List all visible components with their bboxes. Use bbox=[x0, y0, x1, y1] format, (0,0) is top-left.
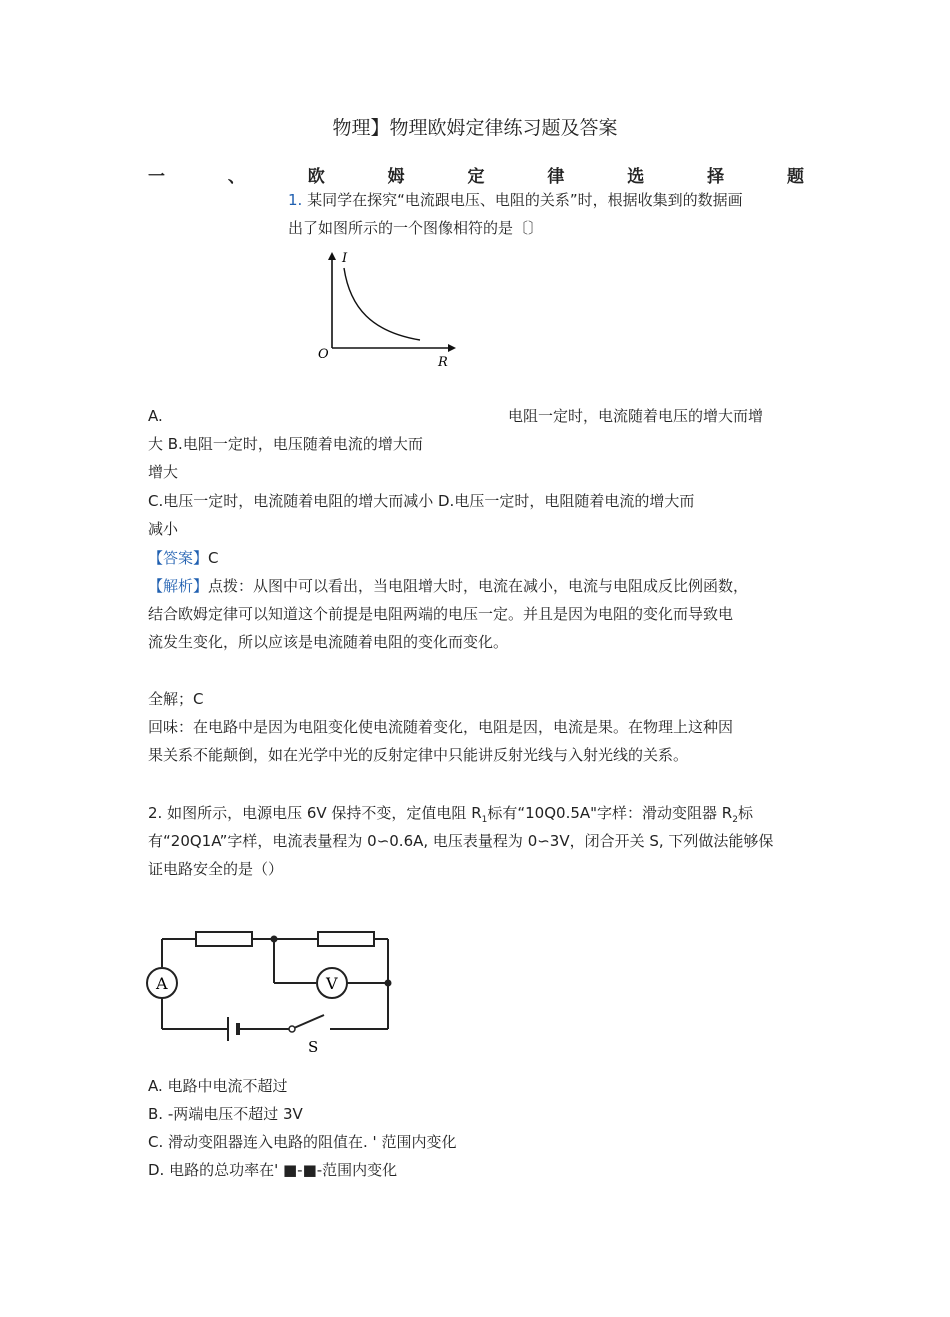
q2-stem-line2: 有“20Q1A”字样，电流表量程为 0∽0.6A, 电压表量程为 0∽3V，闭合开关 S, 下列做法能够保 bbox=[148, 832, 774, 850]
q2-option-b: B. -两端电压不超过 3V bbox=[148, 1105, 303, 1123]
q1-option-line: C.电压一定时，电流随着电阻的增大而减小 D.电压一定时，电阻随着电流的增大而 bbox=[148, 492, 695, 510]
y-axis-arrow bbox=[328, 252, 336, 260]
resistor-r1 bbox=[196, 932, 252, 946]
q1-analysis-line2: 结合欧姆定律可以知道这个前提是电阻两端的电压一定。并且是因为电阻的变化而导致电 bbox=[148, 605, 734, 623]
q1-review-line2: 果关系不能颠倒，如在光学中光的反射定律中只能讲反射光线与入射光线的关系。 bbox=[148, 746, 689, 764]
q1-inverse-graph bbox=[310, 248, 460, 372]
q2-option-c: C. 滑动变阻器连入电路的阻值在. ' 范围内变化 bbox=[148, 1133, 457, 1151]
junction-dot bbox=[271, 936, 278, 943]
section-char: 择 bbox=[707, 167, 725, 187]
origin-label: O bbox=[318, 347, 329, 362]
y-axis-label: I bbox=[342, 251, 348, 266]
q1-full-solution: 全解；C bbox=[148, 690, 204, 708]
analysis-tag: 【解析】 bbox=[148, 577, 209, 595]
q1-option-line: 大 B.电阻一定时，电压随着电流的增大而 bbox=[148, 435, 423, 453]
q1-option-line: 减小 bbox=[148, 520, 179, 538]
q1-number: 1. bbox=[288, 191, 303, 209]
resistor-r2 bbox=[318, 932, 374, 946]
q2-stem-line3: 证电路安全的是（） bbox=[148, 860, 284, 878]
q1-option-a-label: A. bbox=[148, 407, 163, 425]
q1-analysis-line3: 流发生变化，所以应该是电流随着电阻的变化而变化。 bbox=[148, 633, 509, 651]
section-char: 定 bbox=[467, 167, 485, 187]
q1-option-a-text: 电阻一定时，电流随着电压的增大而增 bbox=[508, 407, 764, 425]
junction-dot bbox=[385, 980, 392, 987]
switch-label: S bbox=[308, 1038, 319, 1055]
q2-circuit-diagram bbox=[140, 925, 400, 1055]
q1-analysis-line1: 【解析】点拨：从图中可以看出，当电阻增大时，电流在减小，电流与电阻成反比例函数， bbox=[148, 577, 749, 595]
page-title: 物理】物理欧姆定律练习题及答案 bbox=[332, 117, 618, 139]
answer-tag: 【答案】 bbox=[148, 549, 209, 567]
section-char: 欧 bbox=[307, 167, 325, 187]
switch-blade bbox=[294, 1015, 324, 1028]
switch-contact bbox=[289, 1026, 295, 1032]
section-char: 题 bbox=[787, 167, 804, 187]
q1-answer: 【答案】C bbox=[148, 549, 219, 567]
section-char: 、 bbox=[227, 167, 245, 187]
x-axis-arrow bbox=[448, 344, 456, 352]
section-char: 姆 bbox=[387, 167, 405, 187]
q2-stem-line1: 2. 如图所示，电源电压 6V 保持不变，定值电阻 $R_1$标有“10Q0.5A"字样：滑动变阻器 $R_2$标 bbox=[148, 804, 753, 825]
section-char: 律 bbox=[547, 167, 565, 187]
q1-stem-line1: 1. 某同学在探究“电流跟电压、电阻的关系”时，根据收集到的数据画 bbox=[288, 191, 743, 209]
q1-review-line1: 回味：在电路中是因为电阻变化使电流随着变化，电阻是因，电流是果。在物理上这种因 bbox=[148, 718, 734, 736]
q1-stem-line2: 出了如图所示的一个图像相符的是〔〕 bbox=[288, 219, 544, 237]
x-axis-label: R bbox=[438, 355, 448, 370]
q2-option-a: A. 电路中电流不超过 bbox=[148, 1077, 288, 1095]
q1-option-line: 增大 bbox=[148, 463, 179, 481]
section-char: 一 bbox=[148, 167, 165, 187]
ammeter-label: A bbox=[156, 974, 168, 993]
q2-option-d: D. 电路的总功率在' ■-■-范围内变化 bbox=[148, 1161, 398, 1179]
voltmeter-label: V bbox=[326, 974, 338, 993]
section-char: 选 bbox=[627, 167, 645, 187]
section-heading bbox=[148, 162, 804, 187]
inverse-curve bbox=[344, 268, 420, 340]
